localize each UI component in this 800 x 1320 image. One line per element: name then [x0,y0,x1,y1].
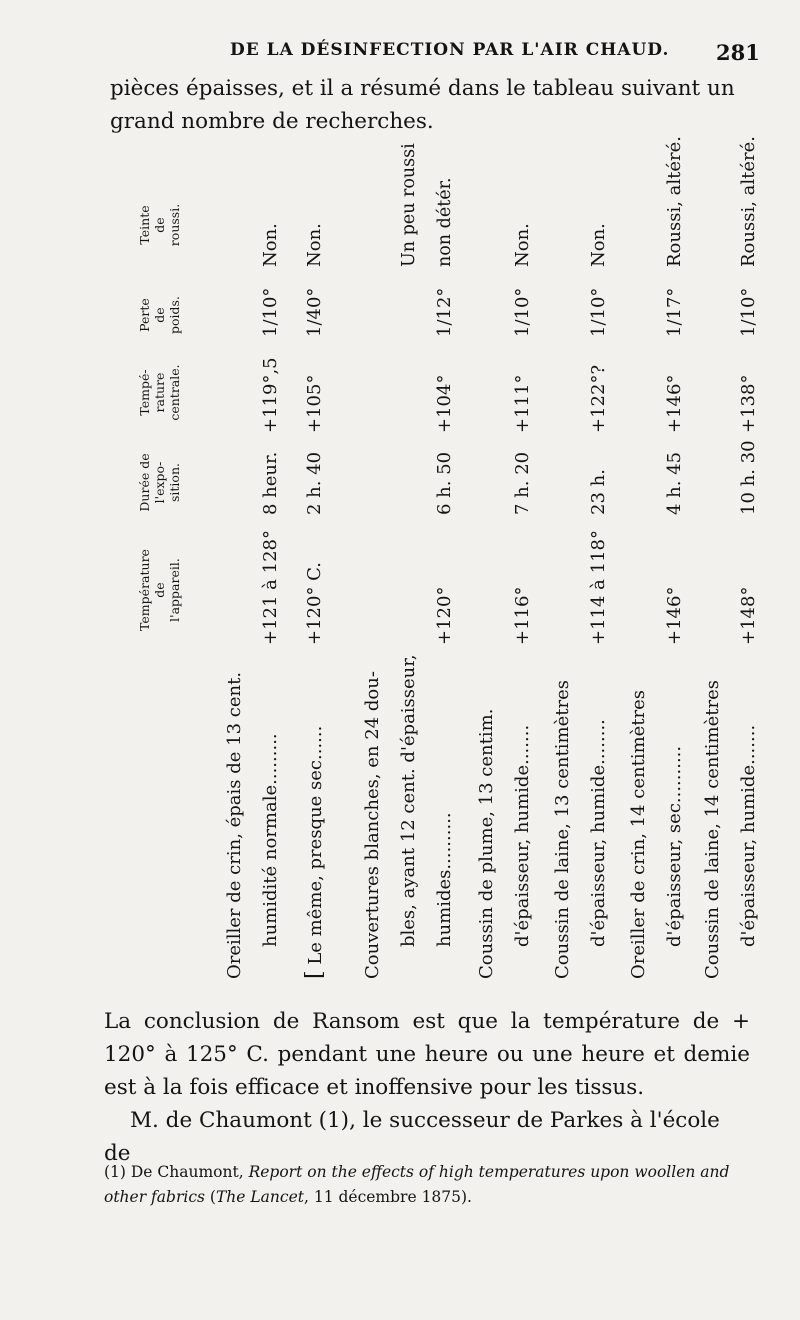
table-row: Coussin de laine, 14 centimètres d'épaisseur, humide....... +148° 10 h. 30 +138° 1/10° Roussi, altéré. [702,135,759,979]
chaumont-paragraph: M. de Chaumont (1), le successeur de Parkes à l'école de [104,1108,720,1166]
header-weight-loss: Perte de poids. [136,296,182,334]
conclusion-paragraph: La conclusion de Ransom est que la température de + 120° à 125° C. pendant une heure ou une heure et demie est à la fois efficace et inoffensive pour les tissus. [104,1009,750,1100]
header-tint: Teinte de roussi. [136,203,182,247]
footnote: (1) De Chaumont, Report on the effects of high temperatures upon woollen and other fabrics (The Lancet, 11 décembre 1875). [104,1163,730,1206]
results-table [105,135,759,985]
table-row: Coussin de plume, 13 centim. d'épaisseur, humide....... +116° 7 h. 20 +111° 1/10° Non. [476,223,533,979]
table-row: Coussin de laine, 13 centimètres d'épaisseur, humide........ +114 à 118° 23 h. +122°? 1/10° Non. [552,223,609,979]
table-row: Couvertures blanches, en 24 dou- bles, ayant 12 cent. d'épaisseur, humides.......... +120° 6 h. 50 +104° 1/12° Un peu roussi non détér. [362,143,455,979]
header-temperature: Température de l'appareil. [136,549,182,631]
table-row: Oreiller de crin, épais de 13 cent. humidité normale......... +121 à 128° 8 heur. +119°,5 1/10° Non. [224,223,281,979]
running-head: DE LA DÉSINFECTION PAR L'AIR CHAUD. [230,40,670,60]
rotated-table-area [100,135,759,995]
page-number: 281 [716,40,760,65]
table-row: Oreiller de crin, 14 centimètres d'épaisseur, sec.......... +146° 4 h. 45 +146° 1/17° Roussi, altéré. [628,135,685,979]
header-item-blank [105,650,213,985]
header-duration: Durée de l'expo- sition. [136,453,182,512]
intro-paragraph: pièces épaisses, et il a résumé dans le tableau suivant un grand nombre de recherches. [110,76,735,134]
table-row: [ Le même, presque sec...... +120° C. 2 h. 40 +105° 1/40° Non. [302,223,327,979]
header-central-temperature: Tempé- rature centrale. [136,364,182,421]
